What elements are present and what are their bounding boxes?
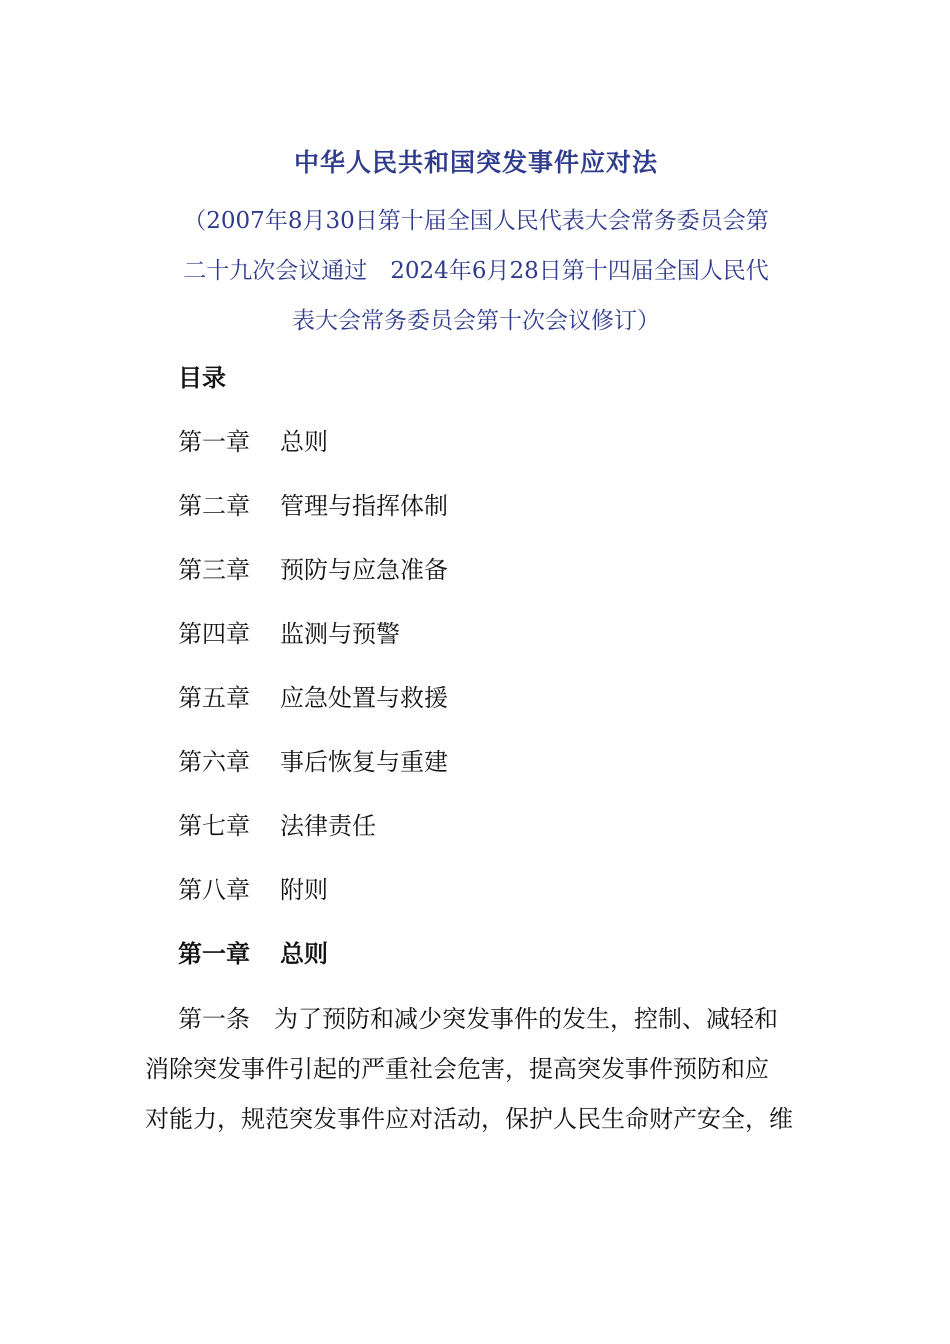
toc-item-number: 第八章: [178, 876, 250, 904]
toc-item: [178, 553, 448, 587]
toc-item: [178, 617, 400, 651]
toc-item-title: 法律责任: [280, 812, 376, 840]
toc-item: [178, 681, 448, 715]
document-subtitle: [145, 196, 807, 346]
toc-item-title: 监测与预警: [280, 620, 400, 648]
article-line: 第一条 为了预防和减少突发事件的发生，控制、减轻和: [178, 1005, 778, 1033]
chapter-title: 总则: [280, 939, 328, 968]
toc-item-number: 第三章: [178, 556, 250, 584]
toc-item: [178, 809, 376, 843]
toc-item: [178, 873, 328, 907]
toc-heading: 目录: [178, 363, 226, 392]
document-title: 中华人民共和国突发事件应对法: [293, 148, 658, 177]
toc-item-title: 预防与应急准备: [280, 556, 448, 584]
toc-item: [178, 745, 448, 779]
toc-item-number: 第二章: [178, 492, 250, 520]
subtitle-line: （2007年8月30日第十届全国人民代表大会常务委员会第: [183, 208, 769, 234]
toc-item: [178, 425, 328, 459]
toc-item-number: 第七章: [178, 812, 250, 840]
toc-item-title: 总则: [280, 428, 328, 456]
toc-item-number: 第五章: [178, 684, 250, 712]
article-line: 消除突发事件引起的严重社会危害，提高突发事件预防和应: [145, 1055, 769, 1083]
toc-item-number: 第一章: [178, 428, 250, 456]
subtitle-line: 表大会常务委员会第十次会议修订）: [292, 308, 660, 334]
chapter-heading: [178, 937, 328, 971]
toc-item-title: 附则: [280, 876, 328, 904]
toc-item-title: 管理与指挥体制: [280, 492, 448, 520]
toc-item-title: 应急处置与救援: [280, 684, 448, 712]
subtitle-line: 二十九次会议通过 2024年6月28日第十四届全国人民代: [183, 258, 769, 284]
toc-item-number: 第六章: [178, 748, 250, 776]
toc-item: [178, 489, 448, 523]
chapter-number: 第一章: [178, 939, 250, 968]
toc-item-title: 事后恢复与重建: [280, 748, 448, 776]
article-line: 对能力，规范突发事件应对活动，保护人民生命财产安全，维: [145, 1105, 793, 1133]
toc-item-number: 第四章: [178, 620, 250, 648]
